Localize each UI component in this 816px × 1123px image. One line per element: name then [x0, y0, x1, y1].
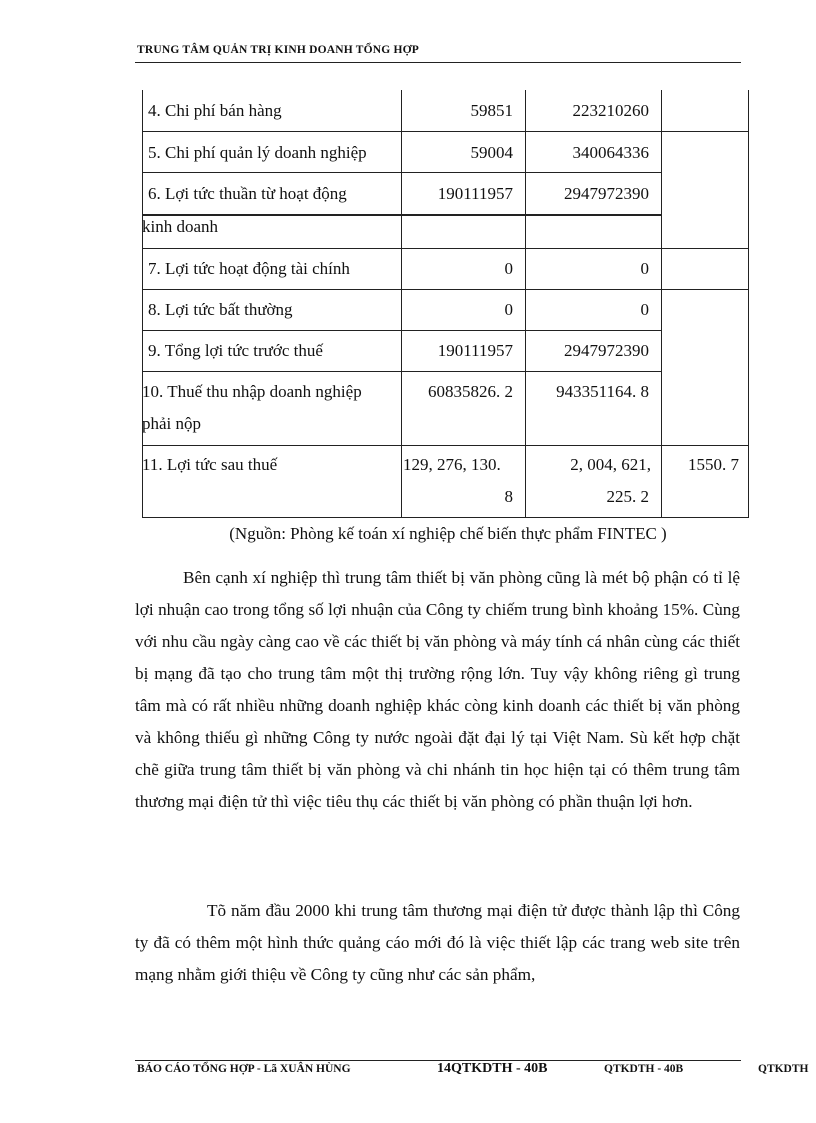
row-label: kinh doanh: [142, 217, 219, 236]
row-value-1: 0: [504, 300, 513, 319]
table-rule: [142, 248, 749, 249]
row-label: 4. Chi phí bán hàng: [148, 101, 282, 120]
row-value-3: 1550. 7: [688, 455, 739, 474]
row-label: 7. Lợi tức hoạt động tài chính: [148, 259, 350, 278]
table-rule: [142, 289, 749, 290]
row-value-1: 190111957: [437, 184, 513, 203]
footer-page-number: 14QTKDTH - 40B: [437, 1061, 548, 1076]
row-label: 6. Lợi tức thuần từ hoạt động: [148, 184, 347, 203]
header-rule: [135, 62, 741, 63]
table-rule: [142, 131, 749, 132]
row-value-1: 60835826. 2: [428, 382, 513, 401]
row-value-1: 59851: [470, 101, 513, 120]
row-label: 11. Lợi tức sau thuế: [142, 455, 278, 474]
row-value-1: 0: [504, 259, 513, 278]
table-rule: [142, 330, 661, 331]
row-value-2: 943351164. 8: [556, 382, 649, 401]
footer-class-label: QTKDTH: [758, 1063, 809, 1075]
table-rule: [142, 445, 749, 446]
row-label: 8. Lợi tức bất thường: [148, 300, 293, 319]
footer-class-label: QTKDTH - 40B: [604, 1063, 684, 1075]
row-value-2: 223210260: [572, 101, 649, 120]
financial-table: [142, 90, 749, 518]
page-header-title: TRUNG TÂM QUẢN TRỊ KINH DOANH TỔNG HỢP: [137, 44, 420, 56]
table-border-bottom: [142, 517, 749, 518]
row-value-2: 2947972390: [564, 341, 649, 360]
row-label: 9. Tổng lợi tức trước thuế: [148, 341, 323, 360]
row-value-2: 2, 004, 621,: [570, 455, 651, 474]
row-value-2: 0: [640, 300, 649, 319]
row-value-1: 190111957: [437, 341, 513, 360]
row-value-1: 129, 276, 130.: [403, 455, 501, 474]
row-label: 10. Thuế thu nhập doanh nghiệp: [142, 382, 362, 401]
table-source-note: (Nguồn: Phòng kế toán xí nghiệp chế biến thực phẩm FINTEC ): [229, 524, 667, 543]
row-value-2: 2947972390: [564, 184, 649, 203]
table-rule: [142, 172, 661, 173]
row-label: 5. Chi phí quản lý doanh nghiệp: [148, 143, 367, 162]
row-value-1: 59004: [470, 143, 513, 162]
row-value-1-cont: 8: [504, 487, 513, 506]
table-rule: [142, 371, 661, 372]
row-label-cont: phải nộp: [142, 414, 202, 433]
row-value-2: 0: [640, 259, 649, 278]
body-paragraph: Bên cạnh xí nghiệp thì trung tâm thiết bị văn phòng cũng là mét bộ phận có tỉ lệ lợi nhuận cao trong tổng số lợi nhuận của Công ty chiếm trung bình khoảng 15%. Cùng với nhu cầu ngày càng cao về các thiết bị văn phòng và máy tính cá nhân cùng các thiết bị mạng đã tạo cho trung tâm một thị trường rộng lớn. Tuy vậy không riêng gì trung tâm mà có rất nhiều những doanh nghiệp khác còng kinh doanh các thiết bị văn phòng và không thiếu gì những Công ty nước ngoài đặt đại lý tại Việt Nam. Sù kết hợp chặt chẽ giữa trung tâm thiết bị văn phòng và chi nhánh tin học hiện tại có thêm trung tâm thương mại điện tử thì việc tiêu thụ các thiết bị văn phòng có phần thuận lợi hơn.: [135, 568, 740, 811]
row-value-2: 340064336: [572, 143, 649, 162]
body-paragraph: Tõ năm đầu 2000 khi trung tâm thương mại điện tử được thành lập thì Công ty đã có thêm một hình thức quảng cáo mới đó là việc thiết lập các trang web site trên mạng nhằm giới thiệu về Công ty cũng như các sản phẩm,: [135, 901, 740, 984]
footer-author: BÁO CÁO TỔNG HỢP - Lã XUÂN HÙNG: [137, 1063, 351, 1075]
row-value-2-cont: 225. 2: [606, 487, 649, 506]
